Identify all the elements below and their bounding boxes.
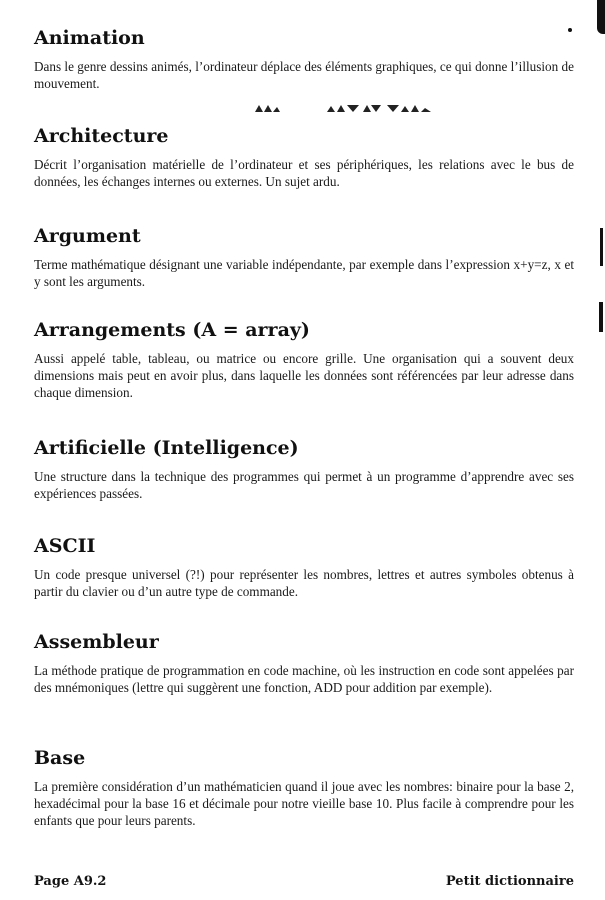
- entry-base: [34, 746, 574, 829]
- page-number: Page A9.2: [34, 874, 107, 889]
- entry-term: ASCII: [34, 535, 96, 557]
- page-footer: [34, 874, 574, 889]
- entry-argument: [34, 224, 574, 290]
- entry-definition: Une structure dans la technique des programmes qui permet à un programme d’apprendre avec ses expériences passées.: [34, 469, 574, 501]
- entry-definition: Terme mathématique désignant une variable indépendante, par exemple dans l’expression x+y=z, x et y sont les arguments.: [34, 257, 574, 289]
- animation-ornament-icon: [255, 102, 455, 114]
- entry-definition: La méthode pratique de programmation en code machine, où les instruction en code sont appelées par des mnémoniques (lettre qui suggèrent une fonction, ADD pour addition par exemple).: [34, 663, 574, 695]
- scan-edge-mark: [600, 228, 603, 266]
- book-title: Petit dictionnaire: [445, 874, 574, 889]
- entry-assembleur: [34, 630, 574, 696]
- entry-term: Animation: [34, 27, 145, 49]
- entry-animation: [34, 26, 574, 92]
- entry-intelligence-artificielle: [34, 436, 574, 502]
- entry-term: Artificielle (Intelligence): [34, 437, 299, 459]
- entry-term: Base: [34, 747, 86, 769]
- entry-definition: Un code presque universel (?!) pour représenter les nombres, lettres et autres symboles obtenus à partir du clavier ou d’un autre type de commande.: [34, 567, 574, 599]
- entry-term: Assembleur: [34, 631, 159, 653]
- entry-definition: Dans le genre dessins animés, l’ordinateur déplace des éléments graphiques, ce qui donne l’illusion de mouvement.: [34, 59, 574, 91]
- entry-term: Argument: [34, 225, 141, 247]
- scan-edge-mark: [597, 0, 605, 34]
- entry-definition: La première considération d’un mathématicien quand il joue avec les nombres: binaire pour la base 2, hexadécimal pour la base 16 et décimale pour notre vieille base 10. Plus facile à comprendre pour les enfants que pour leurs parents.: [34, 779, 574, 828]
- entry-term: Arrangements (A = array): [34, 319, 310, 341]
- scan-speck: [568, 28, 572, 32]
- entry-term: Architecture: [34, 125, 169, 147]
- scan-edge-mark: [599, 302, 603, 332]
- entry-arrangements: [34, 318, 574, 401]
- entry-architecture: [34, 124, 574, 190]
- entry-definition: Décrit l’organisation matérielle de l’ordinateur et ses périphériques, les relations avec le bus de données, les échanges internes ou externes. Un sujet ardu.: [34, 157, 574, 189]
- entry-definition: Aussi appelé table, tableau, ou matrice ou encore grille. Une organisation qui a souvent deux dimensions mais peut en avoir plus, dans laquelle les données sont référencées par leur adresse dans chaque dimension.: [34, 351, 574, 400]
- entry-ascii: [34, 534, 574, 600]
